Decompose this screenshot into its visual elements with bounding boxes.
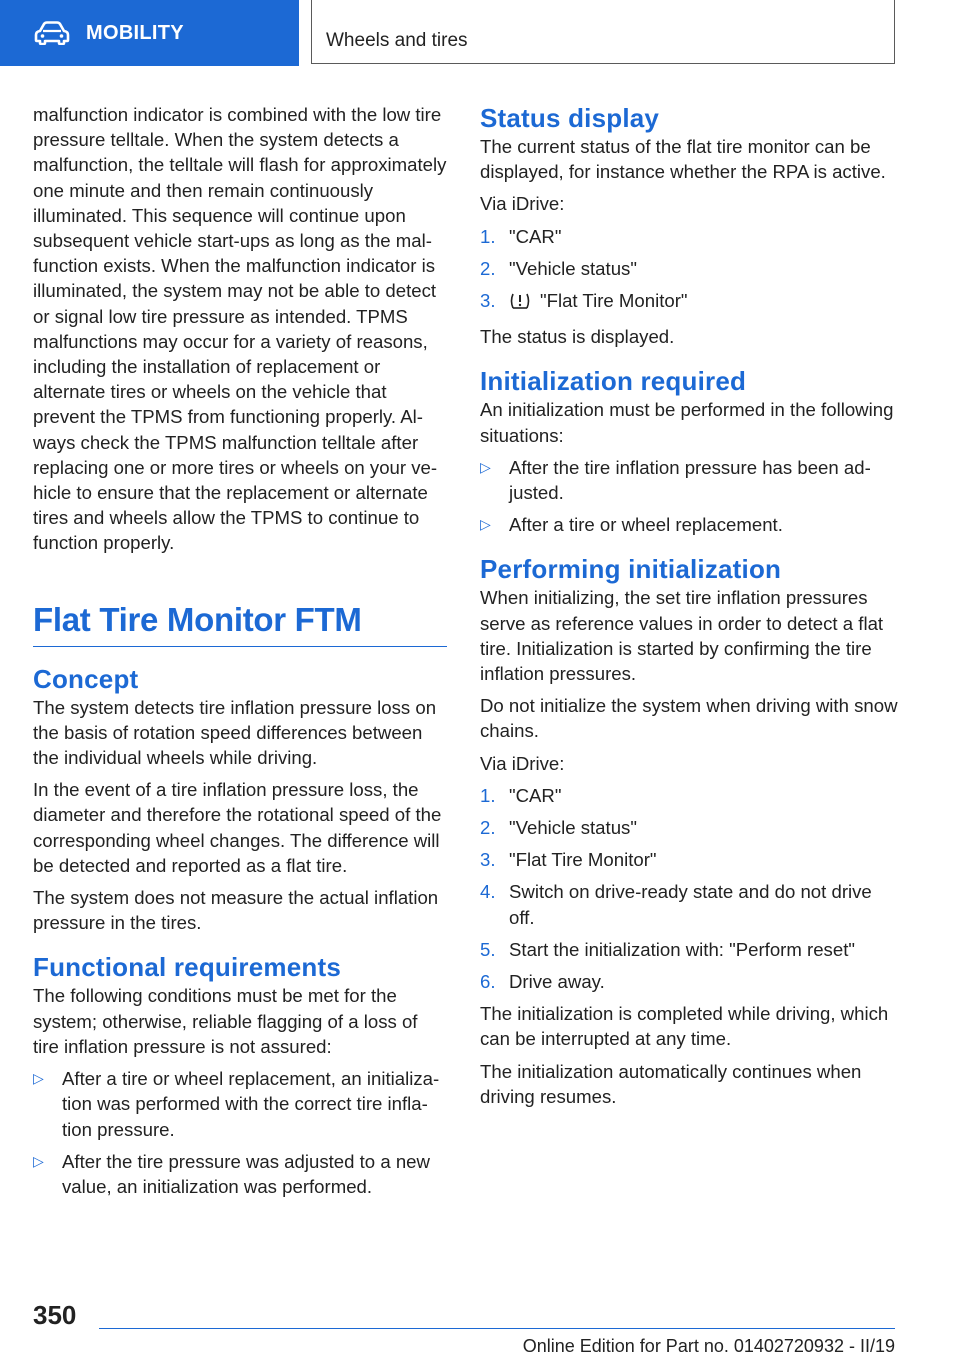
performing-text: The initialization automatically continues when driving resumes. [480, 1060, 862, 1107]
main-heading: Flat Tire Monitor FTM [33, 600, 447, 647]
right-column [480, 102, 900, 1116]
triangle-bullet-icon: ▷ [480, 516, 491, 533]
functional-heading: Functional requirements [33, 952, 341, 983]
performing-text: When initializing, the set tire inflation pressures serve as reference values in order to detect a flat tire. Initialization is started by confirming the tire inflation pressures. [480, 587, 884, 685]
triangle-bullet-icon: ▷ [480, 458, 491, 475]
list-item: 6. Drive away. [480, 971, 605, 993]
chapter-title: Wheels and tires [326, 30, 468, 51]
list-item: 4. Switch on drive-ready state and do not drive off. [480, 881, 872, 928]
init-required-heading: Initialization required [480, 366, 747, 397]
status-steps [480, 224, 900, 318]
list-item: ▷ After the tire inflation pressure has been adjusted. [480, 456, 871, 504]
footer-divider [99, 1328, 895, 1329]
init-required-list [480, 455, 900, 538]
edition-text: Online Edition for Part no. 01402720932 - II/19 [522, 1336, 895, 1356]
list-item: ▷ After a tire or wheel replacement, an initialization was performed with the correct tire inflation pressure. [33, 1068, 440, 1140]
status-heading: Status display [480, 103, 660, 133]
concept-paragraph: In the event of a tire inflation pressure loss, the diameter and therefore the rotational speed of the corresponding wheel changes. The difference will be detected and reported as a flat tire. [33, 779, 442, 876]
triangle-bullet-icon: ▷ [33, 1070, 44, 1087]
performing-text: The initialization is completed while driving, which can be interrupted at any time. [480, 1003, 889, 1050]
list-item: 3. "Flat Tire Monitor" [480, 288, 900, 317]
concept-paragraph: The system does not measure the actual inflation pressure in the tires. [33, 887, 439, 934]
list-item: 2. "Vehicle status" [480, 817, 637, 839]
section-tab [0, 0, 299, 66]
performing-heading: Performing initialization [480, 554, 782, 585]
section-label: MOBILITY [86, 21, 184, 44]
list-item: 1. "CAR" [480, 225, 562, 247]
left-column [33, 102, 447, 1206]
list-item: ▷ After a tire or wheel replacement. [480, 512, 900, 537]
list-item: 2. "Vehicle status" [480, 257, 637, 279]
chapter-header [311, 0, 895, 64]
status-via: Via iDrive: [480, 193, 565, 215]
concept-heading: Concept [33, 663, 139, 694]
triangle-bullet-icon: ▷ [33, 1152, 44, 1169]
tpms-intro-text: malfunction indicator is combined with the low tire pressure telltale. When the system detects a malfunction, the telltale will flash for approximately one minute and then remain continuously illuminated. This sequence will continue upon subsequent vehicle start-ups as long as the malfunction exists. When the malfunction indicator is illuminated, the system may not be able to detect or signal low tire pressure as intended. TPMS malfunctions may occur for a variety of reasons, including the installation of replacement or alternate tires or wheels on the vehicle that prevent the TPMS from functioning properly. Always check the TPMS malfunction telltale after replacing one or more tires or wheels on your vehicle to ensure that the replacement or alternate tires and wheels allow the TPMS to continue to function properly. [33, 104, 447, 554]
performing-steps [480, 783, 900, 994]
status-text: The current status of the flat tire monitor can be displayed, for instance whether the RPA is active. [480, 136, 886, 183]
list-item: ▷ After the tire pressure was adjusted to a new value, an initialization was performed. [33, 1150, 430, 1197]
init-required-text: An initialization must be performed in the following situations: [480, 399, 894, 446]
concept-paragraph: The system detects tire inflation pressure loss on the basis of rotation speed differences between the individual wheels while driving. [33, 696, 437, 769]
list-item: 3. "Flat Tire Monitor" [480, 849, 657, 871]
list-item: 1. "CAR" [480, 784, 562, 806]
car-icon [34, 20, 72, 46]
functional-intro: The following conditions must be met for the system; otherwise, reliable flagging of a loss of tire inflation pressure is not assured: [33, 985, 418, 1057]
functional-list [33, 1066, 447, 1199]
performing-text: Do not initialize the system when driving with snow chains. [480, 695, 898, 742]
list-item: 5. Start the initialization with: "Perform reset" [480, 938, 855, 960]
status-result: The status is displayed. [480, 326, 675, 348]
tire-warning-icon [509, 291, 531, 317]
page-number: 350 [33, 1300, 77, 1330]
performing-via: Via iDrive: [480, 752, 565, 774]
